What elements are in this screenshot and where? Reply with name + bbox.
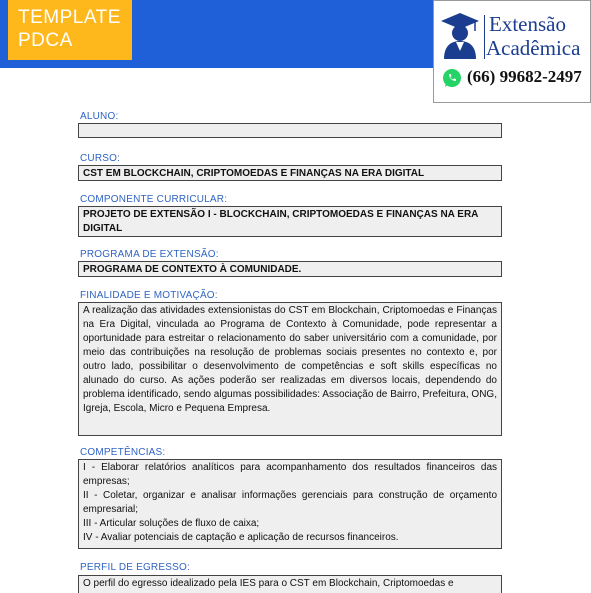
logo-card	[433, 0, 591, 103]
finalidade-label: FINALIDADE E MOTIVAÇÃO:	[80, 290, 218, 301]
graduate-icon	[440, 11, 480, 59]
competencias-field[interactable]	[78, 459, 502, 549]
phone-number: (66) 99682-2497	[467, 67, 582, 86]
perfil-field[interactable]: O perfil do egresso idealizado pela IES para o CST em Blockchain, Criptomoedas e	[78, 575, 502, 593]
competencias-label: COMPETÊNCIAS:	[80, 447, 166, 458]
programa-field[interactable]: PROGRAMA DE CONTEXTO À COMUNIDADE.	[78, 261, 502, 277]
whatsapp-icon	[442, 68, 462, 88]
template-tag	[8, 0, 132, 60]
programa-label: PROGRAMA DE EXTENSÃO:	[80, 249, 219, 260]
logo-text-line2: Acadêmica	[486, 36, 581, 60]
finalidade-field[interactable]: A realização das atividades extensionistas do CST em Blockchain, Criptomoedas e Finanças na Era Digital, vinculada ao Programa de Contexto à Comunidade, pode representar a oportunidade para estreitar o relacionamento do saber universitário com a comunidade, por meio das contribuições na resolução de problemas sociais presentes no contexto e, por outro lado, possibilitar o desenvolvimento de competências e soft skills específicas no alunado do curso. As ações poderão ser realizadas em diversos locais, dependendo do problema identificado, sendo algumas possibilidades: Associação de Bairro, Prefeitura, ONG, Igreja, Escola, Micro e Pequena Empresa.	[78, 302, 502, 436]
competencia-item: IV - Avaliar potenciais de captação e aplicação de recursos financeiros.	[83, 532, 399, 543]
componente-label: COMPONENTE CURRICULAR:	[80, 194, 228, 205]
template-tag-line2: PDCA	[18, 30, 73, 51]
logo-text-line1: Extensão	[489, 12, 566, 36]
template-tag-line1: TEMPLATE	[18, 7, 121, 28]
competencia-item: I - Elaborar relatórios analíticos para acompanhamento dos resultados financeiros das empresas;	[83, 462, 497, 487]
competencia-item: III - Articular soluções de fluxo de caixa;	[83, 518, 260, 529]
aluno-field[interactable]	[78, 123, 502, 138]
componente-field[interactable]: PROJETO DE EXTENSÃO I - BLOCKCHAIN, CRIPTOMOEDAS E FINANÇAS NA ERA DIGITAL	[78, 206, 502, 237]
curso-label: CURSO:	[80, 153, 121, 164]
perfil-label: PERFIL DE EGRESSO:	[80, 562, 190, 573]
competencia-item: II - Coletar, organizar e analisar informações gerenciais para construção de orçamento empresarial;	[83, 490, 497, 515]
logo-divider	[484, 15, 485, 59]
curso-field[interactable]: CST EM BLOCKCHAIN, CRIPTOMOEDAS E FINANÇAS NA ERA DIGITAL	[78, 165, 502, 181]
aluno-label: ALUNO:	[80, 111, 119, 122]
